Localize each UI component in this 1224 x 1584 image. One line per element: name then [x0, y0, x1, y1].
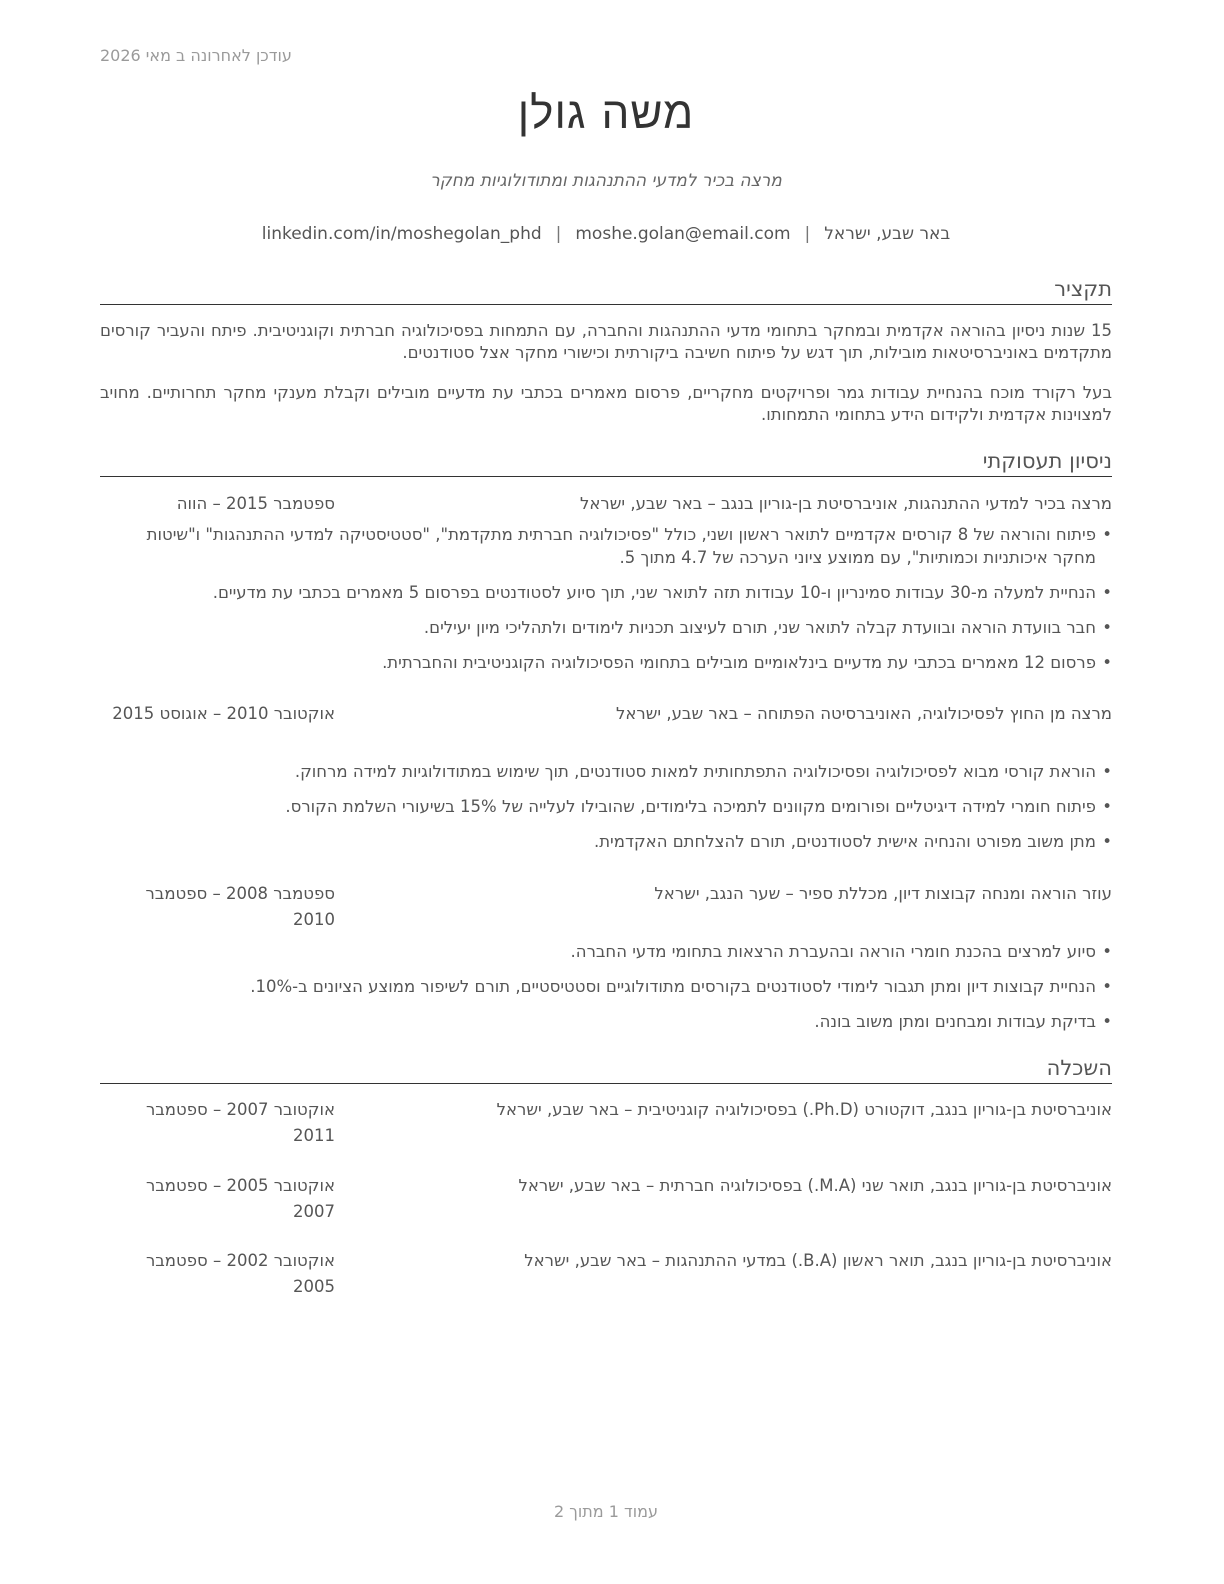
degree-title: אוניברסיטת בן-גוריון בנגב, דוקטורט (Ph.D.) בפסיכולוגיה קוגניטיבית – באר שבע, ישראל [496, 1100, 1112, 1119]
job-bullet: • הנחיית קבוצות דיון ומתן תגבור לימודי לסטודנטים בקורסים מתודולוגיים וסטטיסטיים, תורם לשיפור ממוצע הציונים ב-10%. [100, 975, 1112, 998]
job-dates: ספטמבר 2008 – ספטמבר 2010 [145, 884, 335, 929]
degree-dates: אוקטובר 2002 – ספטמבר 2005 [145, 1251, 335, 1296]
contact-email-link[interactable]: moshe.golan@email.com [575, 224, 791, 244]
job-bullet: • פיתוח חומרי למידה דיגיטליים ופורומים מקוונים לתמיכה בלימודים, שהובילו לעלייה של 15% בשיעורי השלמת הקורס. [100, 795, 1112, 818]
job-bullet: • הנחיית למעלה מ-30 עבודות סמינריון ו-10 עבודות תזה לתואר שני, תוך סיוע לסטודנטים בפרסום 5 מאמרים בכתבי עת מדעיים. [100, 581, 1112, 604]
job-bullet: • חבר בוועדת הוראה ובוועדת קבלה לתואר שני, תורם לעיצוב תכניות לימודים ולתהליכי מיון יעילים. [100, 616, 1112, 639]
summary-paragraph: 15 שנות ניסיון בהוראה אקדמית ובמחקר בתחומי מדעי ההתנהגות והחברה, עם התמחות בפסיכולוגיה חברתית וקוגניטיבית. פיתח והעביר קורסים מתקדמים באוניברסיטאות מובילות, תוך דגש על פיתוח חשיבה ביקורתית וכישורי מחקר אצל סטודנטים. [100, 321, 1112, 362]
job-bullet: • פיתוח והוראה של 8 קורסים אקדמיים לתואר ראשון ושני, כולל "פסיכולוגיה חברתית מתקדמת", "סטטיסטיקה למדעי ההתנהגות" ו"שיטות מחקר איכותניות וכמותיות", עם ממוצע ציוני הערכה של 4.7 מתוך 5. [100, 523, 1112, 569]
job-bullets [100, 760, 1112, 865]
degree-dates: אוקטובר 2005 – ספטמבר 2007 [145, 1176, 335, 1221]
job-bullet: • מתן משוב מפורט והנחיה אישית לסטודנטים, תורם להצלחתם האקדמית. [100, 830, 1112, 853]
job-title: מרצה בכיר למדעי ההתנהגות, אוניברסיטת בן-גוריון בנגב – באר שבע, ישראל [579, 494, 1112, 513]
resume-page [100, 0, 1112, 1584]
job-title: עוזר הוראה ומנחה קבוצות דיון, מכללת ספיר – שער הנגב, ישראל [654, 884, 1112, 903]
job-bullets [100, 523, 1112, 686]
summary-paragraph: בעל רקורד מוכח בהנחיית עבודות גמר ופרויקטים מחקריים, פרסום מאמרים בכתבי עת מדעיים מובילים וקבלת מענקי מחקר תחרותיים. מחויב למצוינות אקדמית ולקידום הידע בתחומי התמחותו. [100, 383, 1112, 424]
section-title-summary: תקציר [100, 276, 1112, 305]
page-number: עמוד 1 מתוך 2 [554, 1502, 658, 1521]
job-bullet: • סיוע למרצים בהכנת חומרי הוראה ובהעברת הרצאות בתחומי מדעי החברה. [100, 940, 1112, 963]
section-title-education: השכלה [100, 1055, 1112, 1084]
contact-linkedin-link[interactable]: linkedin.com/in/moshegolan_phd [261, 224, 542, 244]
contact-location: באר שבע, ישראל [824, 224, 951, 244]
degree-title: אוניברסיטת בן-גוריון בנגב, תואר שני (M.A.) בפסיכולוגיה חברתית – באר שבע, ישראל [518, 1176, 1112, 1195]
degree-title: אוניברסיטת בן-גוריון בנגב, תואר ראשון (B.A.) במדעי ההתנהגות – באר שבע, ישראל [524, 1251, 1112, 1270]
contact-separator: | [804, 224, 811, 244]
contact-separator: | [555, 224, 562, 244]
job-title: מרצה מן החוץ לפסיכולוגיה, האוניברסיטה הפתוחה – באר שבע, ישראל [616, 704, 1112, 723]
contact-line [100, 224, 1112, 244]
person-name: משה גולן [517, 88, 695, 139]
job-dates: אוקטובר 2010 – אוגוסט 2015 [112, 704, 335, 723]
job-headline: מרצה בכיר למדעי ההתנהגות ומתודולוגיות מחקר [430, 171, 782, 191]
job-bullet: • פרסום 12 מאמרים בכתבי עת מדעיים בינלאומיים מובילים בתחומי הפסיכולוגיה הקוגניטיבית והחברתית. [100, 651, 1112, 674]
section-title-experience: ניסיון תעסוקתי [100, 448, 1112, 477]
last-updated: עודכן לאחרונה ב מאי 2026 [100, 46, 292, 65]
job-bullets [100, 940, 1112, 1045]
degree-dates: אוקטובר 2007 – ספטמבר 2011 [145, 1100, 335, 1145]
job-dates: ספטמבר 2015 – הווה [176, 494, 335, 513]
job-bullet: • בדיקת עבודות ומבחנים ומתן משוב בונה. [100, 1010, 1112, 1033]
job-bullet: • הוראת קורסי מבוא לפסיכולוגיה ופסיכולוגיה התפתחותית למאות סטודנטים, תוך שימוש במתודולוגיות למידה מרחוק. [100, 760, 1112, 783]
